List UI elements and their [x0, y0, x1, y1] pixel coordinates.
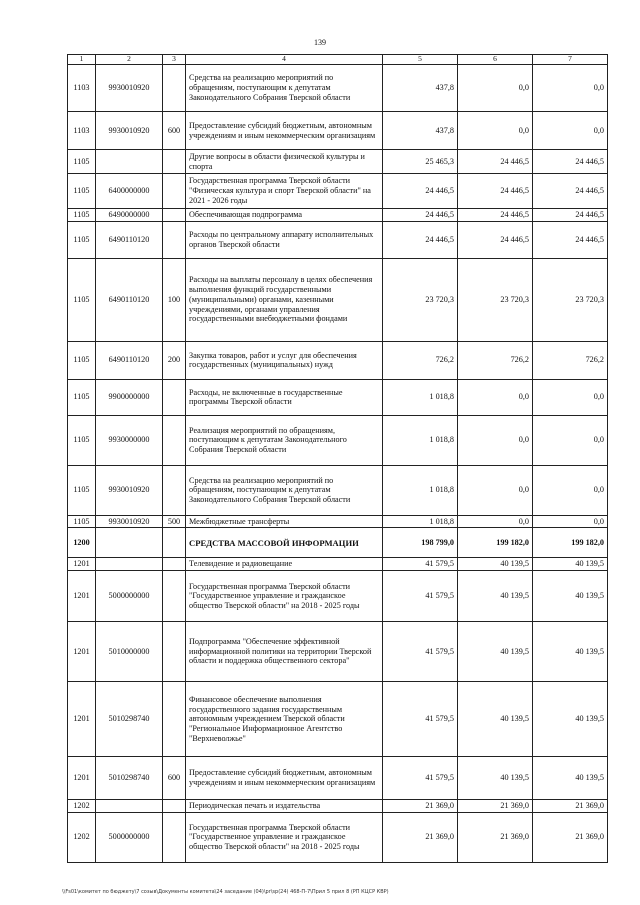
table-row	[68, 209, 608, 222]
amount-year-3: 21 369,0	[533, 812, 608, 862]
target-article-code: 6490000000	[96, 209, 163, 222]
amount-year-2: 0,0	[458, 465, 533, 515]
column-number: 1	[68, 55, 96, 65]
expense-type-code	[163, 150, 186, 174]
amount-year-3: 0,0	[533, 379, 608, 415]
amount-year-2: 40 139,5	[458, 682, 533, 757]
amount-year-1: 21 369,0	[383, 812, 458, 862]
amount-year-2: 199 182,0	[458, 528, 533, 558]
table-row	[68, 258, 608, 341]
item-name: Расходы, не включенные в государственные программы Тверской области	[186, 379, 383, 415]
file-path-footer: \\Fs01\комитет по бюджету\7 созыв\Документы комитета\24 заседание (04)\pr\sp(24) 468-П-7\Прил 5 прил 8 (РП КЦСР КВР)	[62, 889, 389, 895]
amount-year-3: 0,0	[533, 515, 608, 528]
section-code: 1103	[68, 112, 96, 150]
table-row	[68, 465, 608, 515]
target-article-code: 5010298740	[96, 757, 163, 800]
section-code: 1202	[68, 812, 96, 862]
expense-type-code	[163, 209, 186, 222]
table-row	[68, 528, 608, 558]
amount-year-3: 0,0	[533, 465, 608, 515]
amount-year-3: 199 182,0	[533, 528, 608, 558]
expense-type-code: 500	[163, 515, 186, 528]
amount-year-2: 0,0	[458, 415, 533, 465]
table-row	[68, 341, 608, 379]
amount-year-3: 0,0	[533, 112, 608, 150]
item-name: Государственная программа Тверской области "Физическая культура и спорт Тверской области" на 2021 - 2026 годы	[186, 174, 383, 209]
target-article-code: 6490110120	[96, 258, 163, 341]
section-code: 1105	[68, 221, 96, 258]
item-name: Расходы на выплаты персоналу в целях обеспечения выполнения функций государственными (муниципальными) органами, казенными учреждениями, органами управления государственными внебюджетными фондами	[186, 258, 383, 341]
section-code: 1105	[68, 174, 96, 209]
section-code: 1201	[68, 622, 96, 682]
amount-year-1: 21 369,0	[383, 800, 458, 813]
amount-year-1: 41 579,5	[383, 622, 458, 682]
page-number: 139	[314, 38, 326, 47]
target-article-code: 5010000000	[96, 622, 163, 682]
item-name: СРЕДСТВА МАССОВОЙ ИНФОРМАЦИИ	[186, 528, 383, 558]
target-article-code: 5010298740	[96, 682, 163, 757]
item-name: Подпрограмма "Обеспечение эффективной информационной политики на территории Тверской области и поддержка общественного сектора"	[186, 622, 383, 682]
column-number: 5	[383, 55, 458, 65]
expense-type-code	[163, 622, 186, 682]
column-number: 4	[186, 55, 383, 65]
amount-year-3: 40 139,5	[533, 682, 608, 757]
item-name: Предоставление субсидий бюджетным, автономным учреждениям и иным некоммерческим организациям	[186, 112, 383, 150]
section-code: 1201	[68, 757, 96, 800]
expense-type-code	[163, 221, 186, 258]
target-article-code: 6490110120	[96, 221, 163, 258]
target-article-code: 9930010920	[96, 465, 163, 515]
table-row	[68, 682, 608, 757]
expense-type-code: 600	[163, 112, 186, 150]
target-article-code: 5000000000	[96, 571, 163, 622]
budget-table	[67, 54, 608, 863]
target-article-code	[96, 558, 163, 571]
amount-year-1: 1 018,8	[383, 379, 458, 415]
amount-year-2: 40 139,5	[458, 558, 533, 571]
amount-year-3: 726,2	[533, 341, 608, 379]
amount-year-1: 437,8	[383, 65, 458, 112]
target-article-code	[96, 528, 163, 558]
amount-year-3: 24 446,5	[533, 174, 608, 209]
expense-type-code	[163, 812, 186, 862]
amount-year-2: 0,0	[458, 65, 533, 112]
expense-type-code	[163, 558, 186, 571]
amount-year-1: 41 579,5	[383, 682, 458, 757]
table-row	[68, 812, 608, 862]
amount-year-3: 24 446,5	[533, 221, 608, 258]
table-row	[68, 221, 608, 258]
amount-year-1: 41 579,5	[383, 757, 458, 800]
target-article-code: 5000000000	[96, 812, 163, 862]
target-article-code: 9930010920	[96, 65, 163, 112]
amount-year-3: 0,0	[533, 415, 608, 465]
table-row	[68, 174, 608, 209]
expense-type-code	[163, 379, 186, 415]
item-name: Финансовое обеспечение выполнения государственного задания государственным автономным учреждением Тверской области "Региональное Информационное Агентство "Верхневолжье"	[186, 682, 383, 757]
amount-year-1: 24 446,5	[383, 221, 458, 258]
item-name: Закупка товаров, работ и услуг для обеспечения государственных (муниципальных) нужд	[186, 341, 383, 379]
item-name: Расходы по центральному аппарату исполнительных органов Тверской области	[186, 221, 383, 258]
amount-year-2: 40 139,5	[458, 622, 533, 682]
table-row	[68, 757, 608, 800]
section-code: 1201	[68, 571, 96, 622]
amount-year-2: 24 446,5	[458, 221, 533, 258]
table-row	[68, 379, 608, 415]
amount-year-3: 40 139,5	[533, 757, 608, 800]
table-row	[68, 571, 608, 622]
expense-type-code	[163, 465, 186, 515]
amount-year-1: 1 018,8	[383, 515, 458, 528]
amount-year-1: 1 018,8	[383, 465, 458, 515]
item-name: Периодическая печать и издательства	[186, 800, 383, 813]
expense-type-code: 200	[163, 341, 186, 379]
item-name: Телевидение и радиовещание	[186, 558, 383, 571]
amount-year-3: 24 446,5	[533, 150, 608, 174]
section-code: 1200	[68, 528, 96, 558]
amount-year-2: 21 369,0	[458, 812, 533, 862]
item-name: Реализация мероприятий по обращениям, поступающим к депутатам Законодательного Собрания Тверской области	[186, 415, 383, 465]
target-article-code: 9930000000	[96, 415, 163, 465]
table-row	[68, 558, 608, 571]
amount-year-1: 23 720,3	[383, 258, 458, 341]
expense-type-code	[163, 528, 186, 558]
expense-type-code	[163, 174, 186, 209]
amount-year-2: 24 446,5	[458, 209, 533, 222]
section-code: 1201	[68, 682, 96, 757]
section-code: 1105	[68, 515, 96, 528]
amount-year-2: 23 720,3	[458, 258, 533, 341]
section-code: 1105	[68, 465, 96, 515]
target-article-code: 6400000000	[96, 174, 163, 209]
section-code: 1105	[68, 341, 96, 379]
table-row	[68, 65, 608, 112]
column-number: 7	[533, 55, 608, 65]
item-name: Межбюджетные трансферты	[186, 515, 383, 528]
item-name: Государственная программа Тверской области "Государственное управление и гражданское общество Тверской области" на 2018 - 2025 годы	[186, 812, 383, 862]
expense-type-code: 100	[163, 258, 186, 341]
section-code: 1105	[68, 415, 96, 465]
amount-year-2: 40 139,5	[458, 757, 533, 800]
amount-year-3: 23 720,3	[533, 258, 608, 341]
target-article-code: 6490110120	[96, 341, 163, 379]
target-article-code	[96, 800, 163, 813]
amount-year-2: 0,0	[458, 379, 533, 415]
amount-year-3: 40 139,5	[533, 558, 608, 571]
amount-year-1: 24 446,5	[383, 174, 458, 209]
target-article-code: 9930010920	[96, 515, 163, 528]
table-row	[68, 415, 608, 465]
expense-type-code	[163, 682, 186, 757]
amount-year-1: 726,2	[383, 341, 458, 379]
expense-type-code: 600	[163, 757, 186, 800]
target-article-code: 9900000000	[96, 379, 163, 415]
expense-type-code	[163, 571, 186, 622]
amount-year-3: 0,0	[533, 65, 608, 112]
amount-year-3: 21 369,0	[533, 800, 608, 813]
amount-year-1: 41 579,5	[383, 571, 458, 622]
amount-year-1: 25 465,3	[383, 150, 458, 174]
item-name: Другие вопросы в области физической культуры и спорта	[186, 150, 383, 174]
amount-year-2: 40 139,5	[458, 571, 533, 622]
item-name: Средства на реализацию мероприятий по обращениям, поступающим к депутатам Законодательного Собрания Тверской области	[186, 465, 383, 515]
amount-year-2: 24 446,5	[458, 150, 533, 174]
expense-type-code	[163, 415, 186, 465]
amount-year-1: 24 446,5	[383, 209, 458, 222]
table-row	[68, 150, 608, 174]
item-name: Обеспечивающая подпрограмма	[186, 209, 383, 222]
amount-year-1: 198 799,0	[383, 528, 458, 558]
table-row	[68, 112, 608, 150]
column-number: 3	[163, 55, 186, 65]
amount-year-1: 1 018,8	[383, 415, 458, 465]
section-code: 1103	[68, 65, 96, 112]
target-article-code: 9930010920	[96, 112, 163, 150]
expense-type-code	[163, 65, 186, 112]
table-row	[68, 515, 608, 528]
section-code: 1105	[68, 209, 96, 222]
amount-year-2: 0,0	[458, 112, 533, 150]
item-name: Предоставление субсидий бюджетным, автономным учреждениям и иным некоммерческим организациям	[186, 757, 383, 800]
column-number: 6	[458, 55, 533, 65]
item-name: Средства на реализацию мероприятий по обращениям, поступающим к депутатам Законодательного Собрания Тверской области	[186, 65, 383, 112]
table-row	[68, 800, 608, 813]
amount-year-2: 0,0	[458, 515, 533, 528]
section-code: 1105	[68, 150, 96, 174]
amount-year-3: 40 139,5	[533, 571, 608, 622]
amount-year-3: 40 139,5	[533, 622, 608, 682]
amount-year-2: 21 369,0	[458, 800, 533, 813]
item-name: Государственная программа Тверской области "Государственное управление и гражданское общество Тверской области" на 2018 - 2025 годы	[186, 571, 383, 622]
amount-year-2: 726,2	[458, 341, 533, 379]
amount-year-1: 437,8	[383, 112, 458, 150]
amount-year-2: 24 446,5	[458, 174, 533, 209]
section-code: 1105	[68, 258, 96, 341]
column-number: 2	[96, 55, 163, 65]
amount-year-3: 24 446,5	[533, 209, 608, 222]
table-row	[68, 622, 608, 682]
expense-type-code	[163, 800, 186, 813]
section-code: 1105	[68, 379, 96, 415]
section-code: 1201	[68, 558, 96, 571]
amount-year-1: 41 579,5	[383, 558, 458, 571]
target-article-code	[96, 150, 163, 174]
column-number-row	[68, 55, 608, 65]
section-code: 1202	[68, 800, 96, 813]
